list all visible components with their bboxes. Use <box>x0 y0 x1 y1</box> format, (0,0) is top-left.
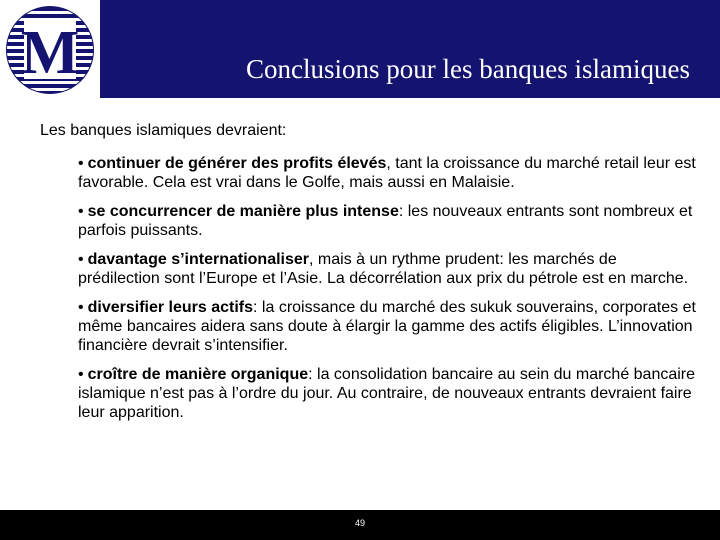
conclusion-list <box>40 154 700 422</box>
list-item <box>78 202 698 240</box>
footer-bar <box>0 510 720 540</box>
point-lead: se concurrencer de manière plus intense <box>87 203 399 220</box>
header-banner <box>0 0 720 98</box>
point-text: , mais à un rythme prudent: les marchés de prédilection sont l’Europe et l’Asie. La décorrélation aux prix du pétrole est en marche. <box>78 251 689 287</box>
point-text: : les nouveaux entrants sont nombreux et parfois puissants. <box>78 203 693 239</box>
point-lead: croître de manière organique <box>87 366 309 383</box>
logo <box>0 0 100 98</box>
bullet-icon: • <box>78 203 84 220</box>
point-lead: diversifier leurs actifs <box>87 299 254 316</box>
point-lead: davantage s’internationaliser <box>87 251 310 268</box>
logo-emblem-icon <box>4 5 96 95</box>
point-text: : la croissance du marché des sukuk souverains, corporates et même bancaires aidera sans doute à élargir la gamme des actifs éligibles. L’innovation financière devrait s’intensifier. <box>78 299 696 354</box>
bullet-icon: • <box>78 251 84 268</box>
list-item <box>78 365 698 422</box>
list-item <box>78 250 698 288</box>
intro-text: Les banques islamiques devraient: <box>40 122 287 139</box>
point-text: , tant la croissance du marché retail leur est favorable. Cela est vrai dans le Golfe, mais aussi en Malaisie. <box>78 155 696 191</box>
logo-letter: M <box>20 19 80 87</box>
list-item <box>78 154 698 192</box>
bullet-icon: • <box>78 299 84 316</box>
point-text: : la consolidation bancaire au sein du marché bancaire islamique n’est pas à l’ordre du jour. Au contraire, de nouveaux entrants devraient faire leur apparition. <box>78 366 696 421</box>
bullet-icon: • <box>78 155 84 172</box>
bullet-icon: • <box>78 366 84 383</box>
point-lead: continuer de générer des profits élevés <box>87 155 387 172</box>
page-title: Conclusions pour les banques islamiques <box>246 54 690 84</box>
list-item <box>78 298 698 355</box>
page-number: 49 <box>354 518 365 528</box>
slide-body <box>40 121 700 432</box>
